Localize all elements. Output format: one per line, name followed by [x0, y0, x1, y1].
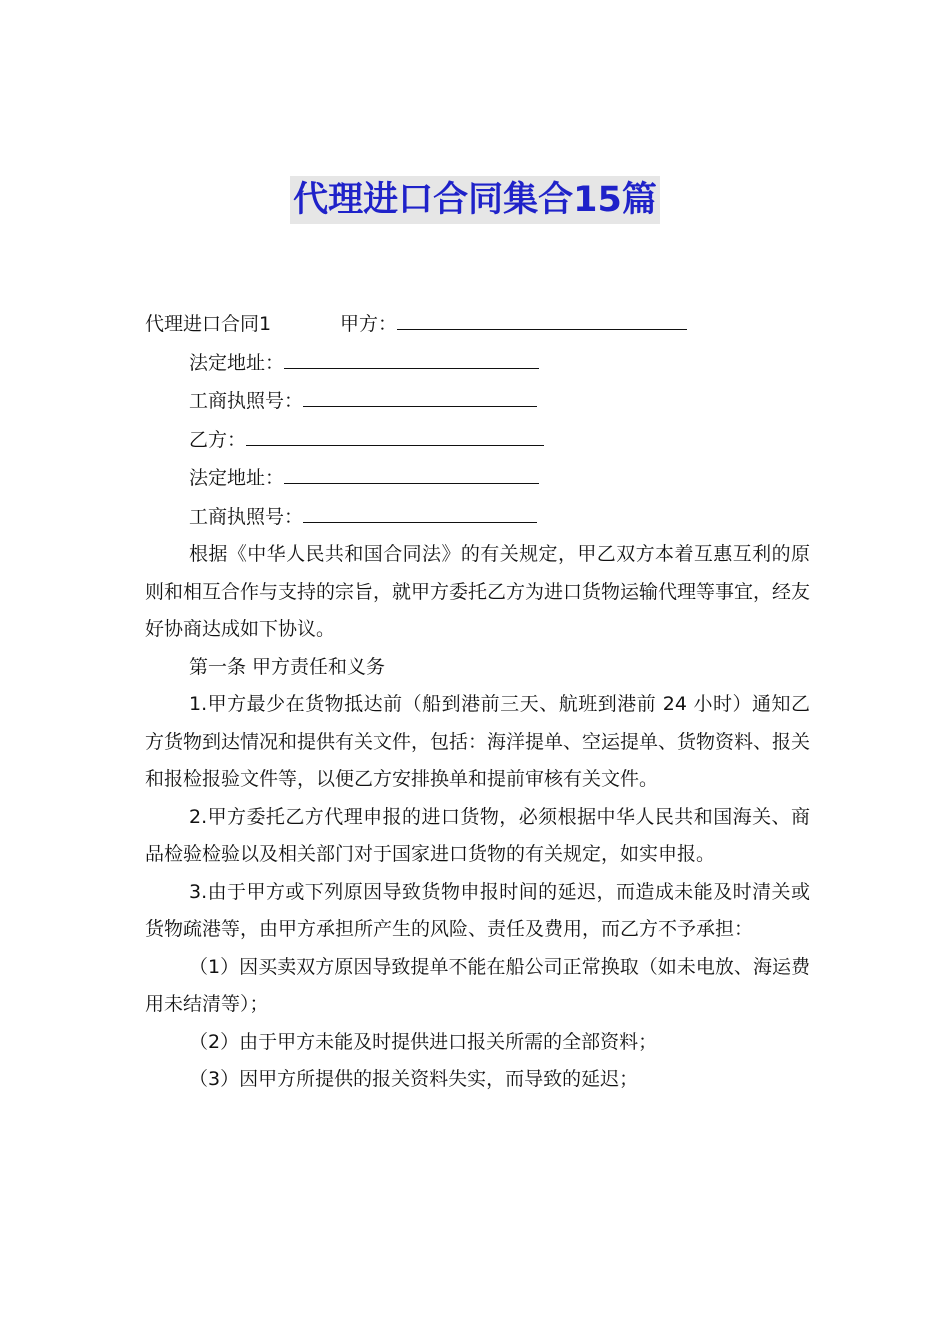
body-paragraph: 3.由于甲方或下列原因导致货物申报时间的延迟，而造成未能及时清关或货物疏港等，由甲方承担所产生的风险、责任及费用，而乙方不予承担： [145, 880, 810, 940]
field-line [145, 498, 810, 537]
field-line [145, 344, 810, 383]
party-a-label: 甲方： [340, 313, 398, 335]
body-paragraph: 2.甲方委托乙方代理申报的进口货物，必须根据中华人民共和国海关、商品检验检验以及相关部门对于国家进口货物的有关规定，如实申报。 [145, 805, 810, 865]
field-label: 工商执照号： [189, 390, 304, 412]
field-label: 法定地址： [189, 467, 285, 489]
field-blank [246, 421, 544, 446]
field-line [145, 421, 810, 460]
document-title: 代理进口合同集合15篇 [290, 176, 660, 224]
document-body [145, 305, 810, 1099]
party-a-blank [397, 305, 687, 330]
field-blank [284, 344, 539, 369]
contract-label: 代理进口合同1 [145, 313, 272, 335]
field-blank [284, 459, 539, 484]
list-item: （1）因买卖双方原因导致提单不能在船公司正常换取（如未电放、海运费用未结清等）； [145, 955, 810, 1015]
field-label: 法定地址： [189, 351, 285, 374]
field-blank [303, 382, 537, 407]
section-heading: 第一条 甲方责任和义务 [189, 655, 386, 678]
field-line [145, 459, 810, 498]
header-line [145, 305, 810, 344]
body-paragraph: 1.甲方最少在货物抵达前（船到港前三天、航班到港前 24 小时）通知乙方货物到达情况和提供有关文件，包括：海洋提单、空运提单、货物资料、报关和报检报验文件等，以便乙方安排换单和提前审核有关文件。 [145, 693, 811, 790]
list-item: （2）由于甲方未能及时提供进口报关所需的全部资料； [189, 1030, 658, 1053]
field-blank [303, 498, 537, 523]
field-label: 乙方： [189, 428, 247, 451]
body-paragraph: 根据《中华人民共和国合同法》的有关规定，甲乙双方本着互惠互利的原则和相互合作与支持的宗旨，就甲方委托乙方为进口货物运输代理等事宜，经友好协商达成如下协议。 [145, 543, 811, 640]
field-line [145, 382, 810, 421]
field-label: 工商执照号： [189, 505, 304, 528]
list-item: （3）因甲方所提供的报关资料失实，而导致的延迟； [189, 1068, 639, 1090]
title-container [0, 176, 950, 224]
